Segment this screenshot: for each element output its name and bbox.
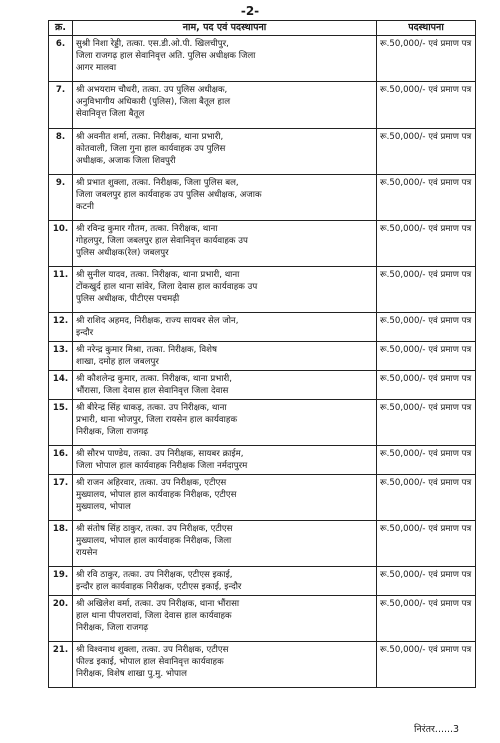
- description-line: गोहलपुर, जिला जबलपुर हाल सेवानिवृत्त कार्यवाहक उप: [76, 236, 248, 246]
- description-line: इन्दौर हाल कार्यवाहक निरीक्षक, एटीएस इकाई, इन्दौर: [76, 582, 242, 592]
- reward-amount: रू.50,000/- एवं प्रमाण पत्र: [377, 175, 476, 221]
- table-row: [49, 129, 476, 175]
- description-line: श्री सुनील यादव, तत्का. निरीक्षक, थाना प्रभारी, थाना: [76, 270, 240, 280]
- serial-number: 13.: [49, 342, 73, 371]
- name-designation-cell: [73, 82, 377, 129]
- reward-amount: रू.50,000/- एवं प्रमाण पत्र: [377, 567, 476, 596]
- table-row: [49, 267, 476, 313]
- description-line: कटनी: [76, 202, 94, 212]
- description-line: सेवानिवृत्त जिला बैतूल: [76, 109, 145, 119]
- name-designation-cell: [73, 446, 377, 475]
- reward-amount: रू.50,000/- एवं प्रमाण पत्र: [377, 313, 476, 342]
- reward-amount: रू.50,000/- एवं प्रमाण पत्र: [377, 221, 476, 267]
- serial-number: 8.: [49, 129, 73, 175]
- reward-amount: रू.50,000/- एवं प्रमाण पत्र: [377, 342, 476, 371]
- table-row: [49, 446, 476, 475]
- description-line: श्री राशिद अहमद, निरीक्षक, राज्य सायबर सेल जोन,: [76, 316, 239, 326]
- reward-amount: रू.50,000/- एवं प्रमाण पत्र: [377, 267, 476, 313]
- reward-amount: रू.50,000/- एवं प्रमाण पत्र: [377, 596, 476, 642]
- description-line: हाल थाना पीपलरावां, जिला देवास हाल कार्यवाहक: [76, 611, 232, 621]
- description-line: श्री अभयराम चौधरी, तत्का. उप पुलिस अधीक्षक,: [76, 85, 228, 95]
- description-line: श्री विश्वनाथ शुक्ला, तत्का. उप निरीक्षक, एटीएस: [76, 645, 229, 655]
- description-line: जिला भोपाल हाल कार्यवाहक निरीक्षक जिला नर्मदापुरम: [76, 461, 248, 471]
- table-row: [49, 521, 476, 567]
- description-line: निरीक्षक, विशेष शाखा पु.मु. भोपाल: [76, 669, 187, 679]
- serial-number: 7.: [49, 82, 73, 129]
- reward-amount: रू.50,000/- एवं प्रमाण पत्र: [377, 36, 476, 82]
- description-line: श्री नरेन्द्र कुमार मिश्रा, तत्का. निरीक्षक, विशेष: [76, 345, 217, 355]
- header-posting: पदस्थापना: [377, 21, 476, 36]
- name-designation-cell: [73, 267, 377, 313]
- reward-amount: रू.50,000/- एवं प्रमाण पत्र: [377, 400, 476, 446]
- name-designation-cell: [73, 36, 377, 82]
- serial-number: 20.: [49, 596, 73, 642]
- description-line: श्री रविन्द्र कुमार गौतम, तत्का. निरीक्षक, थाना: [76, 224, 218, 234]
- table-header-row: [49, 21, 476, 36]
- name-designation-cell: [73, 567, 377, 596]
- serial-number: 17.: [49, 475, 73, 521]
- reward-amount: रू.50,000/- एवं प्रमाण पत्र: [377, 475, 476, 521]
- description-line: निरीक्षक, जिला राजगढ़: [76, 427, 149, 437]
- description-line: श्री कौशलेन्द्र कुमार, तत्का. निरीक्षक, थाना प्रभारी,: [76, 374, 232, 384]
- name-designation-cell: [73, 400, 377, 446]
- continued-note: निरंतर......3: [414, 724, 460, 735]
- description-line: जिला जबलपुर हाल कार्यवाहक उप पुलिस अधीक्षक, अजाक: [76, 190, 262, 200]
- table-body: [49, 36, 476, 688]
- name-designation-cell: [73, 371, 377, 400]
- description-line: टोंकखुर्द हाल थाना सांवेर, जिला देवास हाल कार्यवाहक उप: [76, 282, 258, 292]
- description-line: आगर मालवा: [76, 63, 117, 73]
- reward-amount: रू.50,000/- एवं प्रमाण पत्र: [377, 521, 476, 567]
- header-serial: क्र.: [49, 21, 73, 36]
- award-table: [48, 20, 476, 688]
- reward-amount: रू.50,000/- एवं प्रमाण पत्र: [377, 82, 476, 129]
- name-designation-cell: [73, 221, 377, 267]
- serial-number: 19.: [49, 567, 73, 596]
- table-row: [49, 475, 476, 521]
- description-line: कोतवाली, जिला गुना हाल कार्यवाहक उप पुलिस: [76, 144, 226, 154]
- serial-number: 6.: [49, 36, 73, 82]
- serial-number: 16.: [49, 446, 73, 475]
- reward-amount: रू.50,000/- एवं प्रमाण पत्र: [377, 371, 476, 400]
- reward-amount: रू.50,000/- एवं प्रमाण पत्र: [377, 129, 476, 175]
- name-designation-cell: [73, 475, 377, 521]
- header-name: नाम, पद एवं पदस्थापना: [73, 21, 377, 36]
- table-row: [49, 596, 476, 642]
- table-row: [49, 82, 476, 129]
- description-line: मुख्यालय, भोपाल हाल कार्यवाहक निरीक्षक, जिला: [76, 536, 232, 546]
- description-line: श्री अवनीत शर्मा, तत्का. निरीक्षक, थाना प्रभारी,: [76, 132, 224, 142]
- description-line: मुख्यालय, भोपाल हाल कार्यवाहक निरीक्षक, एटीएस: [76, 490, 237, 500]
- description-line: शाखा, दमोह हाल जबलपुर: [76, 357, 159, 367]
- description-line: श्री प्रभात शुक्ला, तत्का. निरीक्षक, जिला पुलिस बल,: [76, 178, 239, 188]
- table-row: [49, 342, 476, 371]
- table-row: [49, 371, 476, 400]
- reward-amount: रू.50,000/- एवं प्रमाण पत्र: [377, 642, 476, 688]
- description-line: फील्ड इकाई, भोपाल हाल सेवानिवृत्त कार्यवाहक: [76, 657, 224, 667]
- description-line: श्री अखिलेश वर्मा, तत्का. उप निरीक्षक, थाना भौंरासा: [76, 599, 240, 609]
- table-row: [49, 313, 476, 342]
- description-line: श्री बीरेन्द्र सिंह धाकड़, तत्का. उप निरीक्षक, थाना: [76, 403, 227, 413]
- description-line: मुख्यालय, भोपाल: [76, 502, 131, 512]
- serial-number: 14.: [49, 371, 73, 400]
- description-line: रायसेन: [76, 548, 98, 558]
- description-line: इन्दौर: [76, 328, 94, 338]
- description-line: श्री रवि ठाकुर, तत्का. उप निरीक्षक, एटीएस इकाई,: [76, 570, 233, 580]
- table-row: [49, 221, 476, 267]
- name-designation-cell: [73, 129, 377, 175]
- table-row: [49, 36, 476, 82]
- table-row: [49, 567, 476, 596]
- description-line: पुलिस अधीक्षक(रेल) जबलपुर: [76, 248, 169, 258]
- name-designation-cell: [73, 521, 377, 567]
- description-line: प्रभारी, थाना भोजपुर, जिला रायसेन हाल कार्यवाहक: [76, 415, 238, 425]
- name-designation-cell: [73, 596, 377, 642]
- serial-number: 15.: [49, 400, 73, 446]
- serial-number: 21.: [49, 642, 73, 688]
- name-designation-cell: [73, 313, 377, 342]
- table-row: [49, 175, 476, 221]
- description-line: श्री सौरभ पाण्डेय, तत्का. उप निरीक्षक, सायबर क्राईम,: [76, 449, 244, 459]
- description-line: भौंरासा, जिला देवास हाल सेवानिवृत्त जिला देवास: [76, 386, 229, 396]
- serial-number: 9.: [49, 175, 73, 221]
- name-designation-cell: [73, 642, 377, 688]
- description-line: अधीक्षक, अजाक जिला शिवपुरी: [76, 156, 176, 166]
- serial-number: 12.: [49, 313, 73, 342]
- serial-number: 11.: [49, 267, 73, 313]
- reward-amount: रू.50,000/- एवं प्रमाण पत्र: [377, 446, 476, 475]
- description-line: श्री संतोष सिंह ठाकुर, तत्का. उप निरीक्षक, एटीएस: [76, 524, 233, 534]
- name-designation-cell: [73, 175, 377, 221]
- serial-number: 18.: [49, 521, 73, 567]
- description-line: अनुविभागीय अधिकारी (पुलिस), जिला बैतूल हाल: [76, 97, 231, 107]
- table-row: [49, 642, 476, 688]
- description-line: जिला राजगढ़ हाल सेवानिवृत्त अति. पुलिस अधीक्षक जिला: [76, 51, 256, 61]
- serial-number: 10.: [49, 221, 73, 267]
- description-line: सुश्री निशा रेड्डी, तत्का. एस.डी.ओ.पी. खिलचीपुर,: [76, 39, 229, 49]
- table-row: [49, 400, 476, 446]
- name-designation-cell: [73, 342, 377, 371]
- page-number: -2-: [240, 4, 260, 18]
- description-line: निरीक्षक, जिला राजगढ़: [76, 623, 149, 633]
- description-line: श्री राजन अहिरवार, तत्का. उप निरीक्षक, एटीएस: [76, 478, 227, 488]
- description-line: पुलिस अधीक्षक, पीटीएस पचमढ़ी: [76, 294, 180, 304]
